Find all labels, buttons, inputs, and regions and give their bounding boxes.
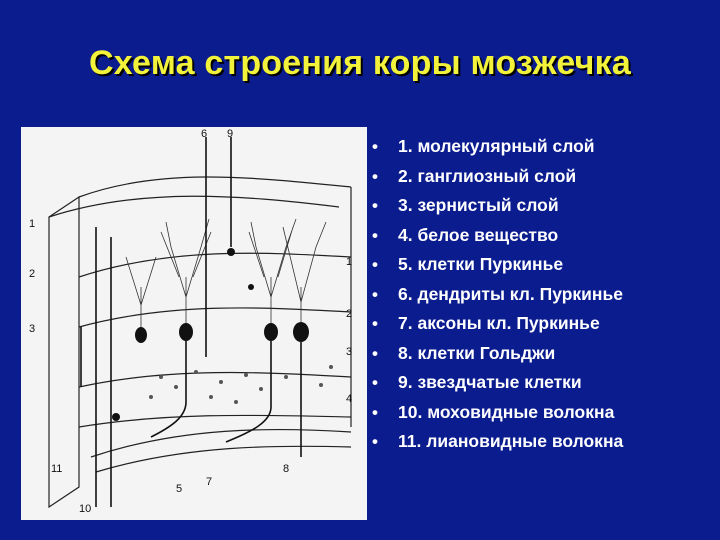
slide-title: Схема строения коры мозжечка [89,44,631,82]
list-item: • 5. клетки Пуркинье [372,250,712,280]
svg-text:3: 3 [346,346,353,358]
bullet-icon: • [372,314,378,333]
svg-text:9: 9 [227,128,234,140]
bullet-icon: • [372,343,378,363]
list-item: • 11. лиановидные волокна [372,427,712,457]
cerebellar-cortex-diagram [21,127,367,520]
list-item: • 9. звездчатые клетки [372,368,712,398]
list-item: • 8. клетки Гольджи [372,339,712,369]
bullet-icon: • [372,284,378,304]
bullet-icon: • [372,432,378,451]
svg-text:11: 11 [51,463,63,475]
list-item: • 10. моховидные волокна [372,398,712,428]
list-item: • 7. аксоны кл. Пуркинье [372,309,712,339]
svg-text:7: 7 [206,476,213,488]
list-item: • 6. дендриты кл. Пуркинье [372,280,712,310]
svg-text:2: 2 [29,268,36,280]
bullet-icon: • [372,402,378,422]
svg-text:8: 8 [283,463,290,475]
svg-text:10: 10 [79,503,92,515]
bullet-icon: • [372,196,378,215]
list-item: • 1. молекулярный слой [372,132,712,162]
bullet-icon: • [372,255,378,274]
list-item: • 3. зернистый слой [372,191,712,221]
bullet-icon: • [372,137,378,156]
bullet-icon: • [372,166,378,186]
list-item: • 2. ганглиозный слой [372,162,712,192]
list-item: • 4. белое вещество [372,221,712,251]
svg-text:1: 1 [346,256,353,268]
svg-text:5: 5 [176,483,183,495]
diagram-drawing [21,127,367,520]
svg-text:6: 6 [201,128,208,140]
svg-text:1: 1 [29,218,36,230]
svg-text:2: 2 [346,308,353,320]
legend-list [372,132,712,457]
svg-text:3: 3 [29,323,36,335]
bullet-icon: • [372,225,378,245]
svg-text:4: 4 [346,393,353,405]
bullet-icon: • [372,373,378,392]
